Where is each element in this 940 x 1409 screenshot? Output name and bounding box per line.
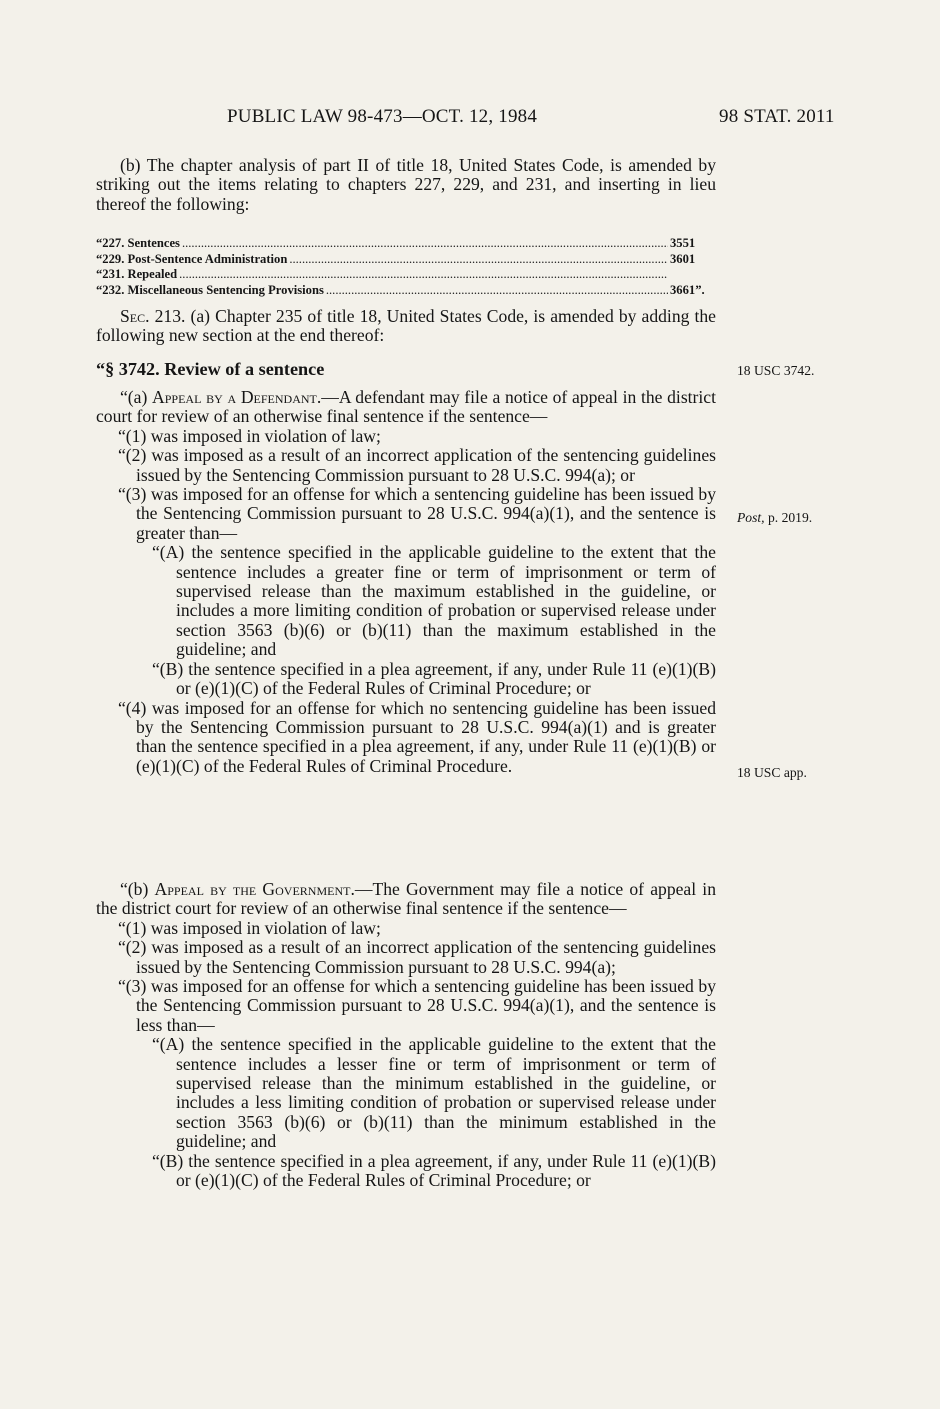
margin-note-usc-app: 18 USC app. [737, 765, 807, 780]
toc-leader [289, 252, 668, 268]
toc-row [96, 236, 716, 252]
sec-label: Sec. [120, 306, 150, 326]
toc-leader [326, 283, 668, 299]
page-header-stat: 98 STAT. 2011 [719, 106, 835, 127]
toc-row [96, 283, 716, 299]
sec-text: 213. (a) Chapter 235 of title 18, United States Code, is amended by adding the following new section at the end thereof: [96, 306, 716, 346]
subsection-a-item-1: “(1) was imposed in violation of law; [118, 425, 381, 446]
toc-row [96, 252, 716, 268]
subsection-b-item-3b: “(B) the sentence specified in a plea agreement, if any, under Rule 11 (e)(1)(B) or (e)(1)(C) of the Federal Rules of Criminal Procedure; or [152, 1150, 716, 1191]
toc-label: “227. Sentences [96, 236, 180, 250]
section-213-paragraph [96, 307, 716, 346]
toc-page: 3551 [670, 236, 696, 250]
margin-note-post-label: Post, [737, 510, 765, 525]
section-213-block [96, 307, 716, 346]
subsection-b-item-3: “(3) was imposed for an offense for which a sentencing guideline has been issued by the Sentencing Commission pursuant to 28 U.S.C. 994(a)(1), and the sentence is less than— [118, 976, 716, 1035]
subsection-b-text: .—The Government may file a notice of appeal in the district court for review of an otherwise final sentence if the sentence— [96, 879, 716, 919]
page-header-title: PUBLIC LAW 98-473—OCT. 12, 1984 [227, 106, 538, 127]
toc-label: “229. Post-Sentence Administration [96, 251, 288, 266]
subsection-a-label: Appeal by a Defendant [152, 387, 317, 407]
subsection-b-label: Appeal by the Government [154, 879, 351, 899]
subsection-a-item-2: “(2) was imposed as a result of an incorrect application of the sentencing guidelines issued by the Sentencing Commission pursuant to 28 U.S.C. 994(a); or [118, 445, 716, 485]
toc-label: “231. Repealed [96, 267, 178, 282]
subsection-b-item-2: “(2) was imposed as a result of an incorrect application of the sentencing guidelines issued by the Sentencing Commission pursuant to 28 U.S.C. 994(a); [118, 937, 716, 977]
toc-page: 3601 [670, 251, 696, 266]
toc-leader [182, 236, 668, 252]
margin-note-usc-3742: 18 USC 3742. [737, 363, 815, 378]
intro-block [96, 156, 716, 214]
subsection-a-intro [96, 388, 716, 427]
toc-label: “232. Miscellaneous Sentencing Provisions [96, 282, 324, 297]
toc-leader [179, 267, 668, 283]
subsection-a [96, 388, 716, 776]
subsection-b [96, 880, 716, 1191]
subsection-a-text: .—A defendant may file a notice of appeal in the district court for review of an otherwise final sentence if the sentence— [96, 387, 716, 427]
subsection-b-prefix: “(b) [120, 879, 155, 899]
subsection-a-item-3: “(3) was imposed for an offense for which a sentencing guideline has been issued by the Sentencing Commission pursuant to 28 U.S.C. 994(a)(1), and the sentence is greater than— [118, 484, 716, 543]
chapter-analysis-table [96, 236, 716, 298]
section-heading: “§ 3742. Review of a sentence [96, 359, 325, 379]
toc-page: 3661”. [670, 282, 705, 297]
subsection-b-intro [96, 880, 716, 919]
subsection-b-item-1: “(1) was imposed in violation of law; [118, 917, 381, 938]
subsection-b-item-3a: “(A) the sentence specified in the applicable guideline to the extent that the sentence includes a lesser fine or term of imprisonment or term of supervised release than the minimum established in the guideline, or includes a less limiting condition of probation or supervised release under section 3563 (b)(6) or (b)(11) than the minimum established in the guideline; and [152, 1034, 716, 1152]
toc-row [96, 267, 716, 283]
subsection-a-item-3b: “(B) the sentence specified in a plea agreement, if any, under Rule 11 (e)(1)(B) or (e)(1)(C) of the Federal Rules of Criminal Procedure; or [152, 658, 716, 699]
subsection-a-item-4: “(4) was imposed for an offense for which no sentencing guideline has been issued by the Sentencing Commission pursuant to 28 U.S.C. 994(a)(1) and is greater than the sentence specified in a plea agreement, if any, under Rule 11 (e)(1)(B) or (e)(1)(C) of the Federal Rules of Criminal Procedure. [118, 697, 716, 776]
subsection-a-prefix: “(a) [120, 387, 153, 407]
margin-note-post-ref: p. 2019. [767, 510, 813, 525]
subsection-a-item-3a: “(A) the sentence specified in the applicable guideline to the extent that the sentence includes a greater fine or term of imprisonment or term of supervised release than the maximum established in the guideline, or includes a more limiting condition of probation or supervised release under section 3563 (b)(6) or (b)(11) than the maximum established in the guideline; and [152, 542, 716, 660]
margin-note-post [737, 510, 812, 526]
intro-paragraph: (b) The chapter analysis of part II of title 18, United States Code, is amended by striking out the items relating to chapters 227, 229, and 231, and inserting in lieu thereof the following: [96, 155, 716, 214]
